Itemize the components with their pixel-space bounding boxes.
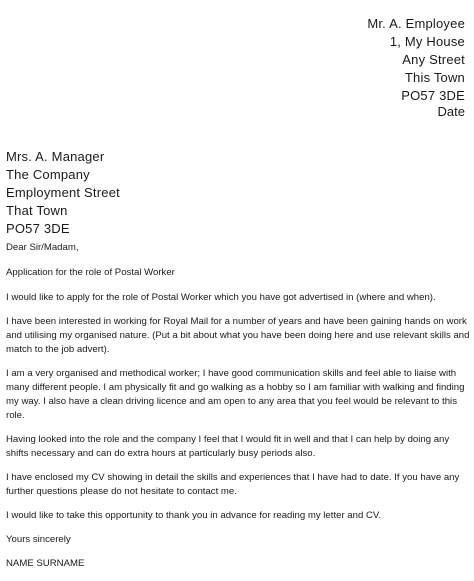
paragraph-application: I would like to apply for the role of Postal Worker which you have got advertised in (where and when).	[6, 292, 436, 303]
paragraph-skills: I am a very organised and methodical worker; I have good communication skills and feel able to liaise with many different people. I am physically fit and go walking as a hobby so I am familiar with walking and finding my way. I also have a clean driving licence and am open to any area that you feel would be relevant to this role.	[6, 368, 465, 421]
salutation: Dear Sir/Madam,	[6, 242, 79, 253]
sender-address	[367, 15, 465, 105]
sender-postcode: PO57 3DE	[401, 88, 465, 103]
sender-street: Any Street	[402, 52, 465, 67]
signature-name: NAME SURNAME	[6, 558, 85, 569]
paragraph-cv: I have enclosed my CV showing in detail the skills and experiences that I have had to date. If you have any further questions please do not hesitate to contact me.	[6, 472, 460, 497]
sender-town: This Town	[404, 70, 465, 85]
recipient-company: The Company	[6, 167, 90, 182]
letter-body	[6, 241, 470, 581]
recipient-address	[6, 148, 120, 238]
paragraph-background: I have been interested in working for Royal Mail for a number of years and have been gaining hands on work and utilising my organised nature. (Put a bit about what you have been doing here and use relevant skills and match to the job advert).	[6, 316, 470, 355]
recipient-postcode: PO57 3DE	[6, 221, 70, 236]
paragraph-thanks: I would like to take this opportunity to thank you in advance for reading my letter and CV.	[6, 510, 382, 521]
subject-line: Application for the role of Postal Worker	[6, 267, 175, 278]
letter-date: Date	[437, 104, 465, 119]
sender-house: 1, My House	[389, 34, 465, 49]
recipient-name: Mrs. A. Manager	[6, 149, 105, 164]
paragraph-fit: Having looked into the role and the company I feel that I would fit in well and that I can help by doing any shifts necessary and can do extra hours at particularly busy periods also.	[6, 434, 450, 459]
recipient-town: That Town	[6, 203, 68, 218]
closing: Yours sincerely	[6, 534, 71, 545]
recipient-street: Employment Street	[6, 185, 120, 200]
sender-name: Mr. A. Employee	[367, 16, 465, 31]
